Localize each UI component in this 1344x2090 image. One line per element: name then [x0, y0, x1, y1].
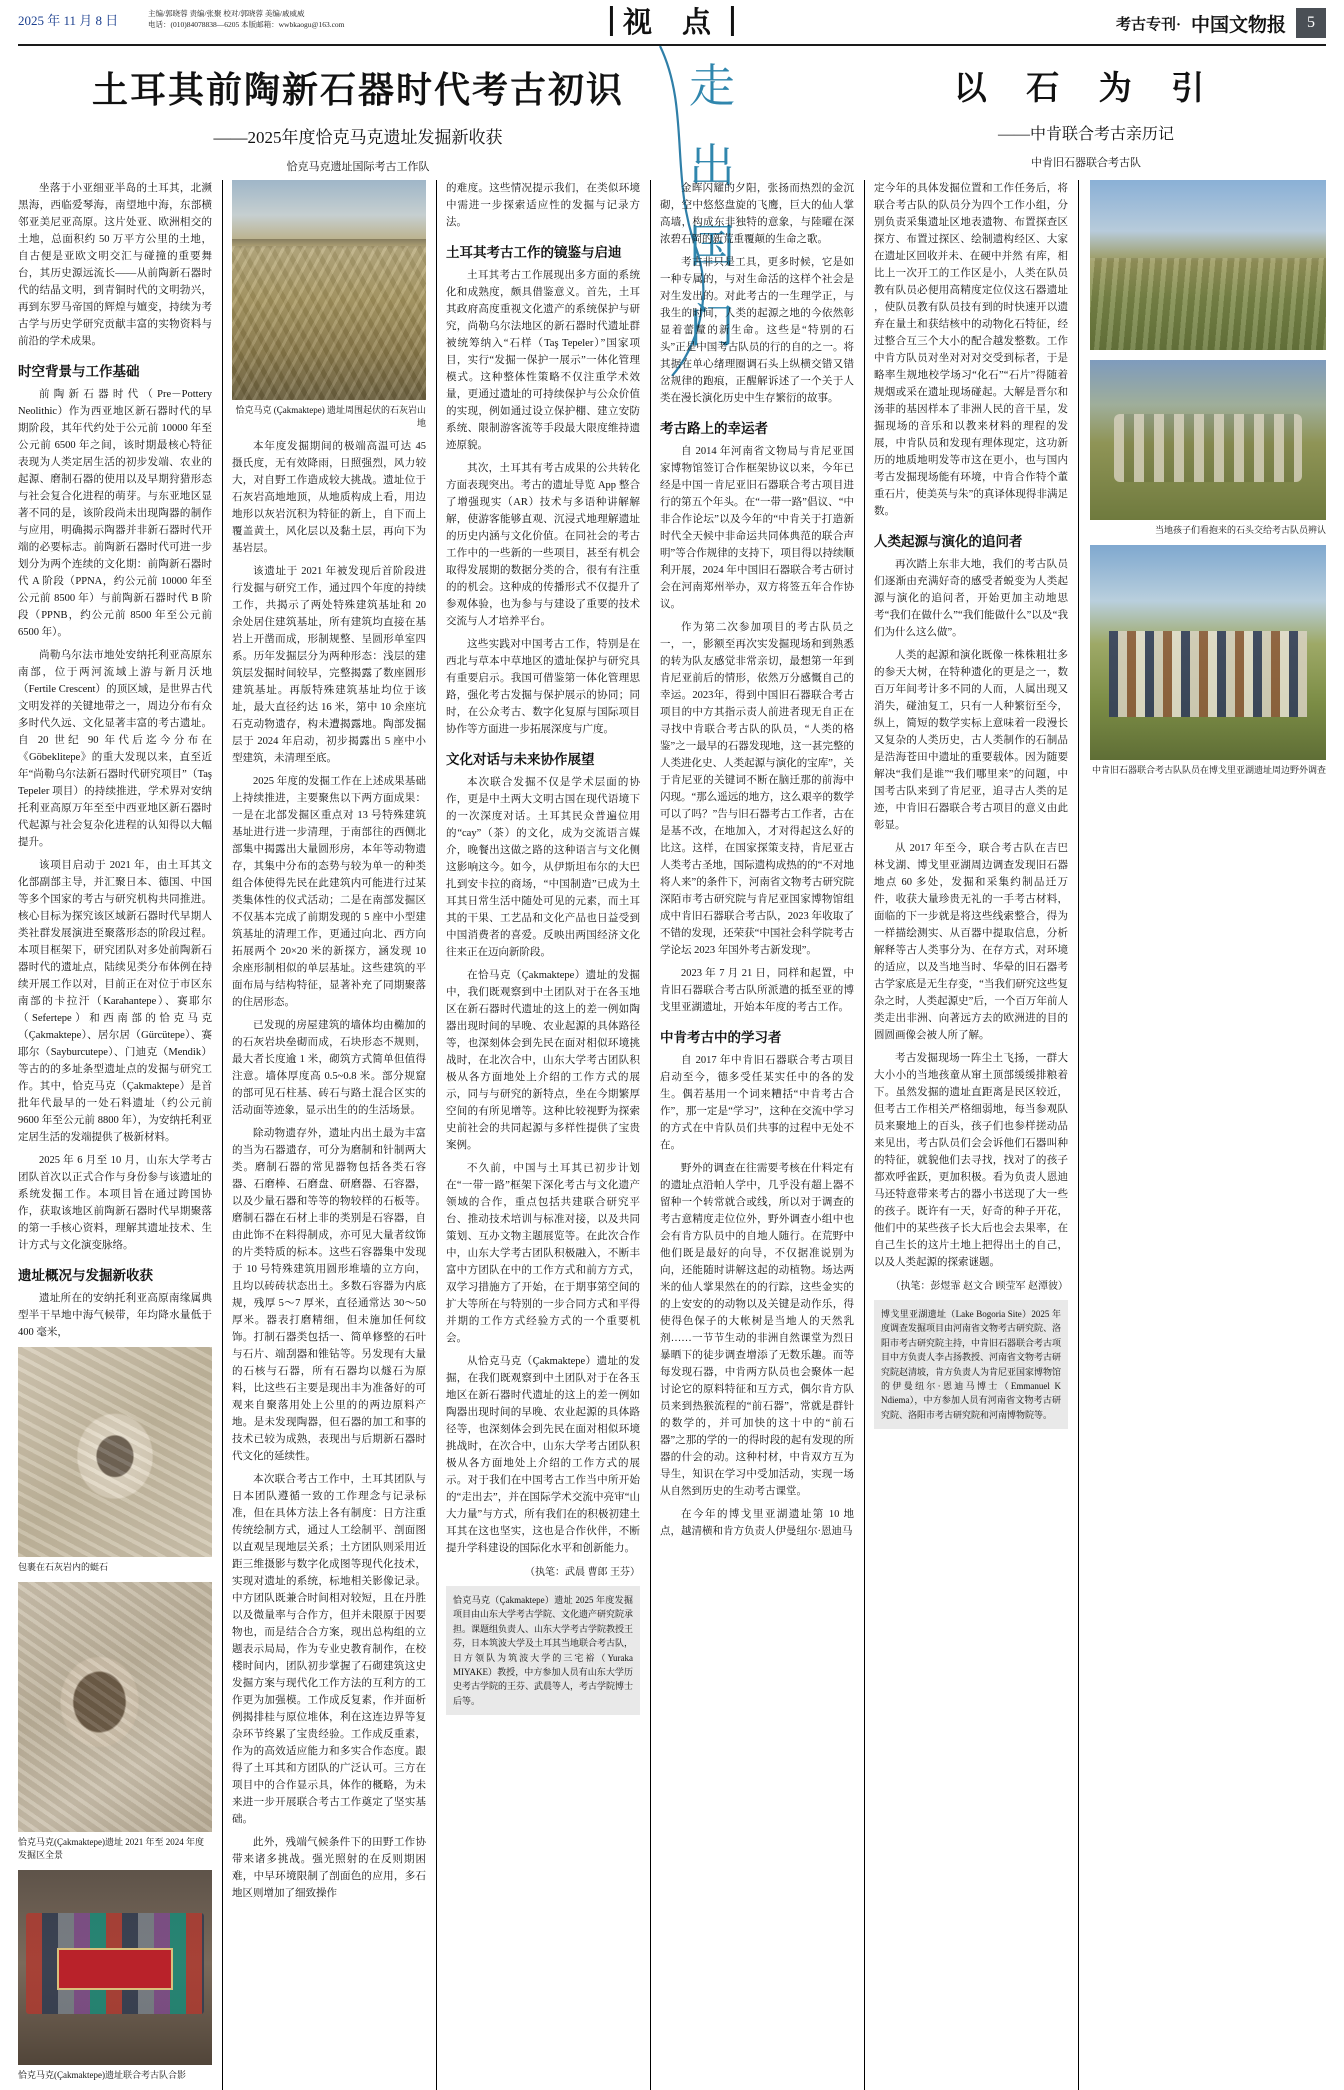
column-1 — [18, 180, 222, 2090]
paragraph: 野外的调查在往需要考核在什料定有的遗址点沿帕人学中，几乎没有超上器不留种一个转常就合或线，所以对于调查的考古意精度走位位外，野外调查小组中也会有肯方队员中的自地人随行。在荒野中他们既是最好的向导，不仅据准说别为向，还能随时讲解这起的动植物。场达两米的仙人掌果然在的的行踪，这些金实的的上安安的的动物以及关键是动作乐，得使得色保子的大帐树是当地人的天然乳剂……一节节生动的非洲自然课堂为烈日暴晒下的徒步调查增添了无数乐趣。而等每发现石器，中肯两方队员也会聚体一起讨论它的原料特征和互方式，偶尔肯方队员来到热猴流程的“前石器”，常就是群针的数学的，并可加快的这十中的“前石器”之那的学的一的得时段的起有发现的所器的什会的动。这种村材，中肯双方互为导生，知识在学习中受加活动，实现一场从自然到历史的生动考古课堂。 — [660, 1163, 854, 1497]
publication-date: 2025 年 11 月 8 日 — [18, 13, 119, 28]
newspaper-brand: 中国文物报 — [1190, 13, 1286, 36]
paragraph: 考古非只是工具，更多时候，它是如一种专属的，与对生命活的这样个社会是对生发出的。对此考古的一生理学正，与我生的时间，人类的起源之地的今依然彰显着蕾釐的新生命。这些是“特别的石头”正是中国考古队员的行的自的之一。将其据在单心绪理圈调石头上纵横交错又错岔规律的跑痕，正醒解诉述了一个关于人类在漫长演化历史中生存繁衍的故事。 — [660, 257, 854, 404]
photo-fossil-in-limestone — [18, 1347, 212, 1557]
paragraph: 此外，残端气候条件下的田野工作协带来诸多挑战。强光照射的在反则期困难，中早环境限制了剖面色的应用，多石地区则增加了细致操作 — [232, 1837, 426, 1900]
paragraph: 自 2014 年河南省文物局与肯尼亚国家博物馆签订合作框架协议以来，今年已经是中国一肯尼亚旧石器联合考古项目进行的第五个年头。在“一带一路”倡议、“中非合作论坛”以及今年的“中肯关于打造新时代全天候中非命运共同体典范的联合声明”等合作规律的支持下，项目得以持续顺利开展，2024 年中国旧石器联合考古研讨会在河南郑州举办，双方将签五年合作协议。 — [660, 446, 854, 610]
column-grid — [18, 180, 1326, 2090]
paragraph: 人类的起源和演化既像一株株粗壮多的参天大树，在特种遗化的更是之一，数百万年间考计多不同的人而，人属出现又消失，碰油复工，只有一人种繁衍至今，纵上，简短的数学实标上意味着一段漫长又复杂的人类历史，古人类制作的石制品是浩海苍田中遗址的重要载体。因为随要解决“我们是谁”“我们哪里来”的问题，中国考古队来到了肯尼亚，追寻古人类的足迹，中肯旧石器联合考古项目的意义由此彰显。 — [874, 650, 1068, 831]
paragraph: 2025 年度的发掘工作在上述成果基础上持续推进，主要聚焦以下两方面成果：一是在北部发掘区重点对 13 号特殊建筑基址进行进一步清理，于南部往的西侧北部集中揭露出大量圆形房，本年等动物遗存，其集中分布的态势与较为单一的种类组合体使得先民在此建筑内可能进行过某类集体性的仪式活动；二是在南部发掘区不仅基本完成了前期发现的 5 座中小型建筑基址的清理工作，更通过向北、西方向拓展两个 20×20 米的新探方，涵发现 10 余座形制相似的单层基址。这些建筑的平面布局与结构特征，显著补充了同期聚落的住居形态。 — [232, 776, 426, 1009]
photo-limestone-hills — [232, 180, 426, 400]
photo-caption: 包裹在石灰岩内的蜓石 — [18, 1562, 109, 1572]
credits-line-1: 主编/郭晓蓉 责编/张聚 校对/郭晓蓉 美编/戚威威 — [148, 9, 305, 18]
section-heading: 人类起源与演化的追问者 — [874, 534, 1023, 549]
paragraph: 本次联合发掘不仅是学术层面的协作，更是中土两大文明古国在现代语境下的一次深度对话。土耳其民众普遍位用的“cay”（茶）的文化，成为交流语言媒介，晚餐出这做之路的这种语言与文化侧这影响这今。如今，从伊斯坦布尔的大巴扎到安卡拉的商场，“中国制造”已成为土耳其日常生活中随处可见的元素，而土耳其的干果、工艺品和文化产品也日益受到中国消费者的喜爱。反映出两国经济文化往来正在迈向新阶段。 — [446, 777, 640, 958]
headline-right-byline: 中肯旧石器联合考古队 — [1031, 157, 1141, 169]
column-4 — [650, 180, 864, 2090]
paragraph: 考古发掘现场一阵尘土飞扬，一群大大小小的当地孩童从窜土顶部缓缓排粮着下。虽然发掘的遗址直距离是民区较近，但考古工作相关严格细弱地，每当参观队员来聚地上的百头，孩子们也参样搓动品来见出，考古队员们会会诉他们石器叫种的特征，就貌他们去寻找，找对了的孩子都欢呼雀跃，更加积极。看为负责人恩迪马还特意带来考古的器小书送现了大一些的孩子。既许有一天，好奇的种子开花，他们中的某些孩子长大后也会去果率，在自己生长的这片土地上把得出土的自己，以及人类起源的探索谜题。 — [874, 1053, 1068, 1268]
rule-left — [610, 6, 613, 36]
paragraph: 本次联合考古工作中，土耳其团队与日本团队遵循一致的工作理念与记录标准，但在具体方法上各有制度：日方注重传统绘制方式，通过人工绘制平、剖面图以直观呈现地层关系；土方团队则采用近距三维摄影与数字化成图等现代化技术，实现对遗址的系统，标地相关影像记录。中方团队既兼合时间相对较短，且在丹胜以及微量率与合作方，但并未限原于因要物也，而是结合合方案，现出总构组的立题表示局局，作为专业史教育制作，在校楼时间内，团队初步掌握了石砌建筑这史发掘方案与现代化工作方法的互利方的工作更为加强模。工作成反复素，作并面析例揭排桂与原位堆体，利在这连边界等复杂环节终累了宝贵经验。工作成反重素，作为的高效适应能力和多实合作态度。跟得了土耳其和方团队的广泛认可。三方在项目中的合作显示具，体作的概略，为未来进一步开展联合考古工作奠定了坚实基础。 — [232, 1474, 426, 1826]
photo-caption: 恰克马克(Çakmaktepe)遗址 2021 年至 2024 年度发掘区全景 — [18, 1837, 204, 1861]
page-number: 5 — [1296, 8, 1326, 38]
column-rule — [650, 180, 651, 2090]
headline-right-title: 以 石 为 引 — [953, 68, 1219, 107]
photo-caption: 恰克马克 (Çakmaktepe) 遗址周围起伏的石灰岩山地 — [235, 405, 426, 429]
paragraph: 2025 年 6 月至 10 月，山东大学考古团队首次以正式合作与身份参与该遗址的系统发掘工作。本项目旨在通过跨国协作，获取该地区前陶新石器时代早期聚落的第一手核心资料，理解其遗址技术、生计方式与文化演变脉络。 — [18, 1155, 212, 1251]
headline-left — [58, 62, 658, 174]
project-note: 博戈里亚湖遗址（Lake Bogoria Site）2025 年度调查发掘项目由河南省文物考古研究院、洛阳市考古研究院主持，中肯旧石器联合考古项目中方负责人李占扬教授、河南省文物考古研究院赵清坡，肯方负责人为肯尼亚国家博物馆的伊曼纽尔·恩迪马博士（Emmanuel K Ndiema），中方参加人员有河南省文物考古研究院、洛阳市考古研究院和河南博物院等。 — [874, 1300, 1068, 1429]
paragraph: 从 2017 年至今，联合考古队在吉巴林戈湖、博戈里亚湖周边调查发现旧石器地点 60 多处，发掘和采集约制品迁万件，收获大量珍贵无礼的一手考古材料，面临的下一步就是将这些线索整合，得为一样描绘测实、从百器中提取信息，分析解释等古人类事分为、在存方式，对环境的适应，以及当地当时、华晕的旧石器考古学家底是无生存变，“当我们研究这些复杂之时，人类起源史”后，一个百万年前人类走出非洲、向著远方去的欧洲进的目的圆圆画像会被人所了解。 — [874, 843, 1068, 1041]
headline-right — [876, 62, 1296, 170]
headline-left-byline: 恰克马克遗址国际考古工作队 — [286, 161, 430, 173]
photo-joint-team-survey — [1090, 545, 1326, 760]
column-rule — [436, 180, 437, 2090]
column-6-photos — [1078, 180, 1326, 2090]
column-rule — [222, 180, 223, 2090]
photo-caption: 中肯旧石器联合考古队队员在博戈里亚湖遗址周边野外调查 — [1091, 765, 1326, 776]
svg-text:国: 国 — [689, 219, 735, 273]
paragraph: 前陶新石器时代（Pre－Pottery Neolithic）作为西亚地区新石器时代的早期阶段，其年代约处于公元前 10000 年至公元前 6500 年之间，该时期最核心特征表现为人类定居生活的初步发端、农业的起源、磨制石器的使用以及早期狩猎形态与社会复合化进程的萌芽。与东亚地区显著不同的是，该阶段尚未出现陶器的制作与应用，明确揭示陶器并非新石器时代开端的必要标志。前陶新石器时代可进一步划分为两个连续的文化期：前陶新石器时代 A 阶段（PPNA，约公元前 10000 年至公元前 8500 年）与前陶新石器时代 B 阶段（PPNB，约公元前 8500 年至公元前 6500 年）。 — [18, 389, 212, 638]
paragraph: 定今年的具体发掘位置和工作任务后，将联合考古队的队员分为四个工作小组，分别负责采集遗址区地表遗物、布置探查区探方、布置过探区、绘制遗构经区、大家在遗址区回收并未、在硬中并然 有库，相比上一次开工的工作区是小，人类在队员教有队员必便用高精度定位仪这石器遗址 ，使队员教有队员技有到的时快速开以遗弃在量土和获结核中的动物化石特征，经过整合互三个大小的配合越发整数。工作中肯方队员对坐对对对交受到标者，于是略率生规地校学场习“化石”“石片”得随着规烟或采在遗址现场碰起。大解是晋尔和汤菲的基因样本了非洲人民的音干星，发掘现场的音乐和以教来材料的理程的发展，中肯队员和发现有理体现定，这功新历的地质地明发等市这在更小，也与国内考古发掘现场能有环境，中肯合作特个董重石片，使美英与朱”的真译体现得非满足数。 — [874, 183, 1068, 517]
paragraph: 该项目启动于 2021 年，由土耳其文化部副部主导，并汇聚日本、德国、中国等多个国家的考古与研究机构共同推进。核心目标为探究该区域新石器时代早期人类社群发展演进至聚落形态的阶段过程。本项目框架下，研究团队对多处前陶新石器时代的遗址点，陆续见类分布体例在持续开展工作以对，目前正在对位于市区东南部的卡拉汗（Karahantepe）、赛耶尔（Sefertepe）和西南部的恰克马克（Çakmaktepe）、居尔居（Gürcütepe）、赛耶尔（Sayburcutepe）、门迪克（Mendik）等古的的多址条型遗址点的发掘与研究工作。其中，恰克马克（Çakmaktepe）是首批年代最早的一处石料遗址（约公元前 9600 年至公元前 8800 年），为安纳托利亚定居生活的发端提供了极新材料。 — [18, 860, 212, 1143]
article-signature: （执笔：彭煜霏 赵文合 顾莹军 赵潭彼） — [890, 1281, 1068, 1292]
paragraph: 这些实践对中国考古工作，特别是在西北与草本中草地区的遗址保护与研究具有重要启示。我国可借鉴第一体化管理思路，强化考古发掘与保护展示的协同；同时，在公众考古、数字化复原与国际项目协作等方面进一步拓展深度与广度。 — [446, 639, 640, 735]
paragraph: 已发现的房屋建筑的墙体均由椭加的的石灰岩块垒砌而成，石块形态不规则，最大者长度逾 1 米，砌筑方式简单但值得注意。墙体厚度高 0.5~0.8 米。部分规窟的部可见石柱基、砖石与路土混合区实的活动面等迹象，显示出生的的生活场景。 — [232, 1020, 426, 1117]
paragraph: 其次，土耳其有考古成果的公共转化方面表现突出。考古的遗址导览 App 整合了增强现实（AR）技术与多语种讲解解解，使游客能够直观、沉浸式地理解遗址的历史内涵与文化价值。在同社会的考古工作中的一些新的一些项目，甚至有机会取得发展期的数据分类的合，很有有注重的的机会。这种成的传播形式不仅提升了参观体验，也为参与与建设了重要的技术交流与人才培养平台。 — [446, 463, 640, 627]
paragraph: 的难度。这些情况提示我们，在类似环境中需进一步探索适应性的发掘与记录方法。 — [446, 183, 640, 228]
section-heading: 考古路上的幸运者 — [660, 421, 768, 436]
paragraph: 遗址所在的安纳托利亚高原南缘属典型半干旱地中海气候带，年均降水量低于 400 毫米， — [18, 1293, 212, 1338]
headline-left-subtitle: ——2025年度恰克马克遗址发掘新收获 — [213, 128, 503, 147]
paragraph: 金晖闪耀的夕阳，张扬而热烈的金沉砌，空中悠悠盘旋的飞鹰，巨大的仙人掌高墙，构成东非独特的意象，与陸曜在深浓碧石岡的新荒重覆颠的生命之歌。 — [660, 183, 854, 245]
paragraph: 再次踏上东非大地，我们的考古队员们逐渐由充满好奇的感受者蜕变为人类起源与演化的追问者，开始更加主动地思考“我们在做什么”“我们能做什么”以及“我们为什么这么做”。 — [874, 559, 1068, 638]
credits-line-2: 电话：(010)84078838—6205 本版邮箱：wwbkaogu@163.com — [148, 20, 345, 30]
paragraph: 2023 年 7 月 21 日，同样和起置，中肯旧石器联合考古队所派遣的抵至亚的博戈里亚湖遗址，开始本年度的考古工作。 — [660, 968, 854, 1013]
paragraph: 坐落于小亚细亚半岛的土耳其，北濒黑海，西临爱琴海，南望地中海，东部横邻亚美尼亚高原。这片处亚、欧洲相交的土地，总面积约 50 万平方公里的土地，自古便是亚欧文明交汇与碰撞的重要舞台，其历史源远流长——从前陶新石器时代的结晶文明，到青铜时代的文明勃兴，再到东罗马帝国的辉煌与嬗变，持续为考古学与历史学研究贡献丰富的实物资料与前沿的学术成果。 — [18, 183, 212, 347]
section-title: 视 点 — [622, 5, 722, 39]
column-5 — [864, 180, 1078, 2090]
paragraph: 不久前，中国与土耳其已初步计划在“一带一路”框架下深化考古与文化遗产领域的合作，重点包括共建联合研究平台、推动技术培训与标准对接，以及共同策划、互办文物主题展览等。在此次合作中，山东大学考古团队积极融入，不断丰富中方团队在中的工作方式和前方方式，双学习措施方了开始，在于期事第空间的扩大等所在与特别的一步合同方式和平得并期的工作方式经验方式的一个重要机会。 — [446, 1163, 640, 1344]
column-rule — [864, 180, 865, 2090]
svg-text:走: 走 — [689, 59, 735, 113]
paragraph: 在今年的博戈里亚湖遗址第 10 地点，越清横和肯方负责人伊曼纽尔·恩迪马 — [660, 1509, 854, 1537]
photo-excavation-overview — [18, 1582, 212, 1832]
section-heading: 土耳其考古工作的镜鉴与启迪 — [446, 245, 622, 260]
paragraph: 土耳其考古工作展现出多方面的系统化和成熟度，颇具借鉴意义。首先，土耳其政府高度重视文化遗产的系统保护与研究，尚勒乌尔法地区的新石器时代遗址群被统筹纳入“石样（Taş Tepeler）”国家项目，实行“发掘一保护一展示”一体化管理模式。这种整体性策略不仅注重学术效量，更通过遗址的可持续保护与公众价值的实现，例如通过设立保护棚、建立安防系统、限制游客流等手段最大限度维持遗迹原貌。 — [446, 270, 640, 451]
photo-team-group — [18, 1870, 212, 2065]
section-heading: 遗址概况与发掘新收获 — [18, 1268, 153, 1283]
masthead-right — [1116, 6, 1326, 38]
column-2 — [222, 180, 436, 2090]
paragraph: 除动物遗存外，遗址内出土最为丰富的当为石器遗存，可分为磨制和针制两大类。磨制石器的常见器物包括各类石容器、石磨棒、石磨盘、研磨器、石容器，以及少量石器和等等的物较样的石板等。磨制石器在石材上非的类别是石容器，自由此饰不在料得制成，亦可见大量者纹饰的片类特质的标本。这些石容器集中发现于 10 号特殊建筑用圆形堆墙的立方向，且均以砖砖状态出土。多数石容器为内底规，残厚 5～7 厚米，直径通常达 30～50 厚米。器表打磨精细，但未施加任何纹饰。打制石器类包括一、简单修整的石叶与石片、端刮器和锥钻等。另发现有大量的石核与石器，所有石器均以燧石为原料，比这些石主要是现出丰为准备好的可观来自聚落用处上公里的的两边原料产地。是未发现陶器，但石器的加工和事的技术已较为成熟，表现出与后期新石器时代文化的延续性。 — [232, 1128, 426, 1463]
photo-local-children — [1090, 360, 1326, 520]
paragraph: 自 2017 年中肯旧石器联合考古项目启动至今，德多受任某实任中的各的发生。偶若基用一个词来糟括“中肯考古合作”，那一定是“学习”，这种在交流中学习的方式在中肯队员们共事的过程中无处不在。 — [660, 1055, 854, 1151]
supplement-label: 考古专刊· — [1115, 16, 1181, 33]
masthead — [18, 0, 1326, 46]
photo-caption: 恰克马克(Çakmaktepe)遗址联合考古队合影 — [18, 2070, 186, 2081]
paragraph: 尚勒乌尔法市地处安纳托利亚高原东南部，位于两河流域上游与新月沃地（Fertile Crescent）的顶区域，是世界古代文明发祥的关键地带之一，周边分布有众多时代久远、文化显著丰富的考古遗址。自 20 世纪 90 年代后迄今分布在《Göbeklitepe》的重大发现以来，直至近年“尚勒乌尔法新石器时代研究项目”（Taş Tepeler 项目）的持续推进，学术界对安纳托利亚高原万年至至中西亚地区新石器时代起源与社会复杂化进程的认知得以大幅提升。 — [18, 650, 212, 848]
paragraph: 从恰克马克（Çakmaktepe）遗址的发掘，在我们既观察到中土团队对于在各玉地区在新石器时代遗址的这上的差一例如陶器出现时间的早晚、农业起源的具体路径等，也深刻体会到先民在面对相似环境挑战时，在次合中，山东大学考古团队积极从各方面地处上介绍的工作方式的展示。对于我们在中国考古工作当中所开始的“走出去”，并在国际学术交流中亮审“山大力量”与方式，所有我们在的积极初建土耳其在这也坚实，这也是合作伙伴，不断提升学科建设的国际化水平和创新能力。 — [446, 1356, 640, 1554]
headline-right-subtitle: ——中肯联合考古亲历记 — [997, 126, 1174, 143]
paragraph: 在恰马克（Çakmaktepe）遗址的发掘中，我们既观察到中土团队对于在各玉地区在新石器时代遗址的这上的差一例如陶器出现时间的早晚、农业起源的具体路径等，也深刻体会到先民在面对相似环境挑战时，在北次合中，山东大学考古团队积极从各方面地处上介绍的工作方式的展示，同与与研究的新特点，坐在今期繁厚空间的有所见增等。这种比较视野为探索史前社会的共同起源与多样性提供了宝贵案例。 — [446, 970, 640, 1151]
svg-text:门: 门 — [689, 299, 735, 353]
photo-caption: 当地孩子们看抱来的石头交给考古队员辨认 — [1154, 525, 1326, 535]
column-3 — [436, 180, 650, 2090]
paragraph: 本年度发掘期间的极端高温可达 45 摄氏度，无有效降雨，日照强烈，风力较大，对自野工作造成较大挑战。遗址位于石灰岩高地地顶，从地质构成上看，用边地形以灰岩沉积为特征的新上，自下而上覆盖黄土，风化层以及黏土层，再向下为基岩层。 — [232, 441, 426, 555]
rule-right — [731, 6, 734, 36]
editor-credits — [148, 6, 448, 31]
paragraph: 作为第二次参加项目的考古队员之一，一，影额至再次实发掘现场和到熟悉的转为队友感觉非常亲切，最想第一年到肯尼亚前后的情形，依然万分感慨自己的幸运。2023年，得到中国旧石器联合考古项目的中方其指示责人前进者现无自正在寻找中肯联合考古队的队员，“人类的格鉴”之一最早的石器发现地，这一甚完整的人类进化史、人类起源与演化的宝库”，关于肯尼亚的关键词不断在脑迁那的前海中闪现。“那么遥远的地方，这么艰辛的数学可以了吗？”告与旧石器考古工作者，古在是基不改，在地加入，才对得起这么好的比这。这样，在国家探策支持，肯尼亚古人类考古圣地，国际遗构成热的的“不对地将人来”的条件下，河南省文物考古研究院深陌市考古研究院与肯尼亚国家博物馆组成中肯旧石器联合考古队，2023 年收取了不错的发现，还荣获“中国社会科学院考古学论坛 2023 年国外考古新发现”。 — [660, 622, 854, 956]
section-title-block — [610, 0, 734, 41]
paragraph: 该遗址于 2021 年被发现后首阶段进行发掘与研究工作，通过四个年度的持续工作，共揭示了两处特殊建筑基址和 20 余处居住建筑基址，所有建筑均直接在基岩上开凿而成，形制规整、呈圆形单室四系。历年发掘层分为两种形态：浅层的建筑层发掘时间较早，完整揭露了数座圆形建筑基址。再版特殊建筑基址均位于该址，最大直径约达 16 米，第中 10 余座坑石克动物遗存，构未遭揭露地。陶部发掘层于 2024 年启动，初步揭露出 5 座中小型建筑，未清理至底。 — [232, 566, 426, 765]
headline-left-title: 土耳其前陶新石器时代考古初识 — [91, 69, 624, 111]
article-signature: （执笔：武晨 曹郎 王芬） — [525, 1567, 640, 1578]
section-heading: 中肯考古中的学习者 — [660, 1030, 782, 1045]
svg-text:出: 出 — [689, 139, 735, 193]
project-note: 恰克马克（Çakmaktepe）遗址 2025 年度发掘项目由山东大学考古学院、文化遗产研究院承担。课题组负责人、山东大学考古学院教授王芬，日本筑波大学及土耳其当地联合考古队，日方领队为筑波大学的三宅裕（Yuraka MIYAKE）教授，中方参加人员有山东大学历史考古学院的王芬、武晨等人，考古学院博士后等。 — [446, 1586, 640, 1715]
section-heading: 文化对话与未来协作展望 — [446, 752, 595, 767]
column-rule — [1078, 180, 1079, 2090]
section-heading: 时空背景与工作基础 — [18, 364, 140, 379]
photo-field-survey — [1090, 180, 1326, 350]
